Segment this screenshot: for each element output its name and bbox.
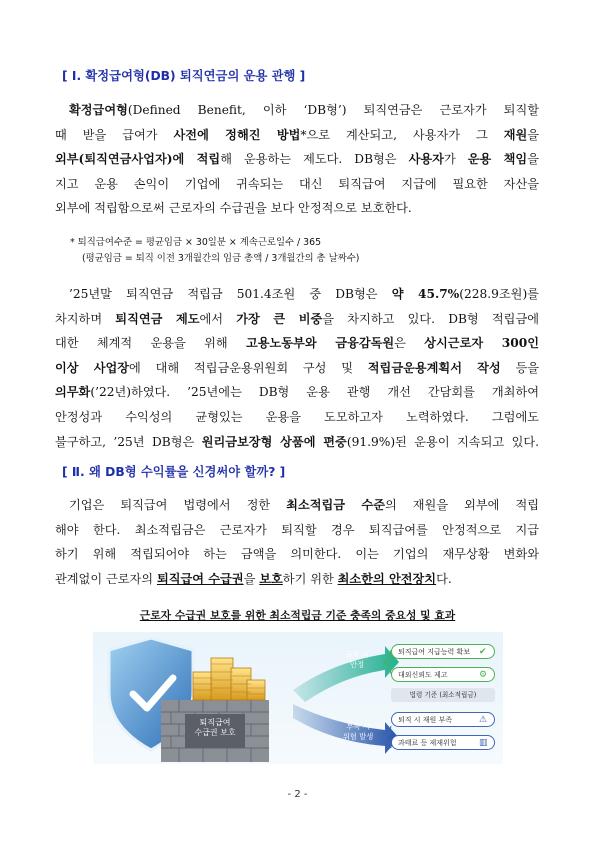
- bold-text: 의무화: [55, 385, 91, 400]
- text: 의 재원을 외부에 적립: [384, 498, 539, 512]
- text: 관계없이 근로자의: [55, 571, 157, 586]
- text: (91.9%)된 운용이 지속되고 있다.: [346, 434, 539, 449]
- bold-underlined-text: 최소한의 안전장치: [337, 571, 437, 586]
- text: 차지하며: [55, 311, 116, 326]
- effect-box-label: 퇴직급여 지급능력 확보: [398, 648, 471, 656]
- p2-line6: 안정성과 수익성의 균형있는 운용을 도모하고자 노력하였다. 그럼에도: [55, 409, 539, 424]
- text: ’25년말 퇴직연금 적립금 501.4조원 중 DB형은: [69, 287, 392, 301]
- section2-title: [ Ⅱ. 왜 DB형 수익률을 신경써야 할까? ]: [62, 465, 286, 479]
- warning-icon: ⚠: [479, 715, 488, 725]
- section1-paragraph2: [55, 282, 539, 454]
- wall-label-line1: 퇴직급여: [199, 718, 231, 727]
- risk-box-label: 과태료 등 제재위험: [398, 739, 457, 747]
- p2-line4: [55, 356, 539, 381]
- bold-text: 외부(퇴직연금사업자)에 적립: [55, 152, 221, 167]
- p1-line5: 외부에 적립함으로써 근로자의 수급권을 보다 안정적으로 보호한다.: [55, 201, 412, 216]
- text: (Defined Benefit, 이하 ‘DB형’) 퇴직연금은 근로자가 퇴직할: [127, 103, 539, 117]
- section1-paragraph1: [55, 98, 539, 221]
- chart-icon: ▥: [479, 738, 488, 748]
- footnote-formula: * 퇴직급여수준 = 평균임금 × 30일분 × 계속근로일수 / 365: [70, 237, 322, 248]
- gear-icon: ⚙: [479, 670, 488, 680]
- text: 기업은 퇴직급여 법령에서 정한: [69, 498, 287, 512]
- p1-line1: [55, 98, 539, 123]
- p2-line3: [55, 331, 539, 356]
- arrow-top-label-line1: 충족 시: [345, 650, 369, 659]
- s2-line1: [55, 493, 539, 518]
- bold-text: 약 45.7%: [391, 287, 460, 301]
- bold-underlined-text: 보호: [259, 571, 283, 586]
- bold-text: 사전에 정해진 방법: [173, 127, 301, 142]
- text: 을 차지하고 있다. DB형 적립금에: [322, 311, 539, 326]
- bold-text: 최소적립금 수준: [286, 498, 385, 512]
- bold-text: 재원: [503, 127, 528, 142]
- bold-text: 상시근로자 300인: [424, 336, 540, 351]
- wall-label-line2: 수급권 보호: [194, 728, 236, 737]
- term-db: 확정급여형: [69, 103, 128, 117]
- text: 에 대해 적립금운용위원회 구성 및: [129, 360, 368, 375]
- section2-paragraph1: [55, 493, 539, 591]
- text: 을: [527, 152, 539, 167]
- effect-box-payment-capacity: [391, 644, 495, 659]
- text: 하기 위한: [282, 571, 338, 586]
- risk-box-penalty: [391, 735, 495, 750]
- text: 때 받을 급여가: [55, 127, 174, 142]
- text: (’22년)하였다. ’25년에는 DB형 운용 관행 개선 간담회를 개최하여: [90, 385, 539, 400]
- p2-line5: [55, 380, 539, 405]
- arrow-bottom-label: [337, 722, 379, 742]
- bold-text: 가장 큰 비중: [236, 311, 323, 326]
- s2-line2: 해야 한다. 최소적립금은 근로자가 퇴직할 경우 퇴직급여를 안정적으로 지급: [55, 522, 539, 537]
- arrow-bottom-label-line2: 위험 발생: [342, 732, 374, 741]
- bold-text: 적립금운용계획서 작성: [367, 360, 501, 375]
- s2-line4: [55, 567, 539, 592]
- text: 불구하고, ’25년 DB형은: [55, 434, 202, 449]
- p2-line7: [55, 430, 539, 455]
- p1-line2: [55, 123, 539, 148]
- text: 대한 체계적 운용을 위해: [55, 336, 246, 351]
- p2-line1: [55, 282, 539, 307]
- bold-text: 이상 사업장: [55, 360, 130, 375]
- legal-standard-label: 법령 기준 (최소적립금): [391, 688, 495, 702]
- bold-text: 사용자: [408, 152, 444, 167]
- text: 다.: [436, 571, 452, 586]
- text: *으로 계산되고, 사용자가 그: [300, 127, 504, 142]
- risk-box-shortfall: [391, 712, 495, 727]
- page-number: - 2 -: [287, 789, 308, 800]
- bold-text: 원리금보장형 상품에 편중: [201, 434, 347, 449]
- text: 등을: [500, 360, 540, 375]
- bold-text: 고용노동부와 금융감독원: [245, 336, 395, 351]
- p1-line3: [55, 147, 539, 172]
- figure-illustration: [93, 632, 503, 764]
- arrow-top-label-line2: 안정: [349, 660, 365, 669]
- check-icon: ✔: [479, 647, 487, 657]
- text: 을: [243, 571, 260, 586]
- risk-box-label: 퇴직 시 재원 부족: [398, 716, 453, 724]
- text: 해 운용하는 제도다. DB형은: [220, 152, 409, 167]
- effect-box-trust: [391, 667, 495, 682]
- bold-text: 운용 책임: [467, 152, 528, 167]
- bold-text: 퇴직연금 제도: [115, 311, 200, 326]
- text: 에서: [199, 311, 237, 326]
- footnote-definition: (평균임금 = 퇴직 이전 3개월간의 임금 총액 / 3개월간의 총 날짜수): [82, 253, 360, 264]
- p1-line4: 지고 운용 손익이 기업에 귀속되는 대신 퇴직급여 지급에 필요한 자산을: [55, 176, 539, 191]
- coin-stacks-icon: [193, 658, 265, 700]
- p2-line2: [55, 307, 539, 332]
- arrow-bottom-label-line1: 부족 시: [346, 722, 370, 731]
- effect-box-label: 대외신뢰도 제고: [398, 671, 448, 679]
- section1-title: [ Ⅰ. 확정급여형(DB) 퇴직연금의 운용 관행 ]: [62, 69, 306, 83]
- figure-title: 근로자 수급권 보호를 위한 최소적립금 기준 충족의 중요성 및 효과: [139, 609, 456, 622]
- arrow-top-label: [337, 650, 377, 670]
- bold-underlined-text: 퇴직급여 수급권: [156, 571, 244, 586]
- text: 은: [394, 336, 425, 351]
- wall-label: [185, 718, 245, 738]
- text: 가: [443, 152, 468, 167]
- text: 을: [527, 127, 540, 142]
- s2-line3: 하기 위해 적립되어야 하는 금액을 의미한다. 이는 기업의 재무상황 변화와: [55, 547, 539, 562]
- text: (228.9조원)를: [459, 287, 539, 301]
